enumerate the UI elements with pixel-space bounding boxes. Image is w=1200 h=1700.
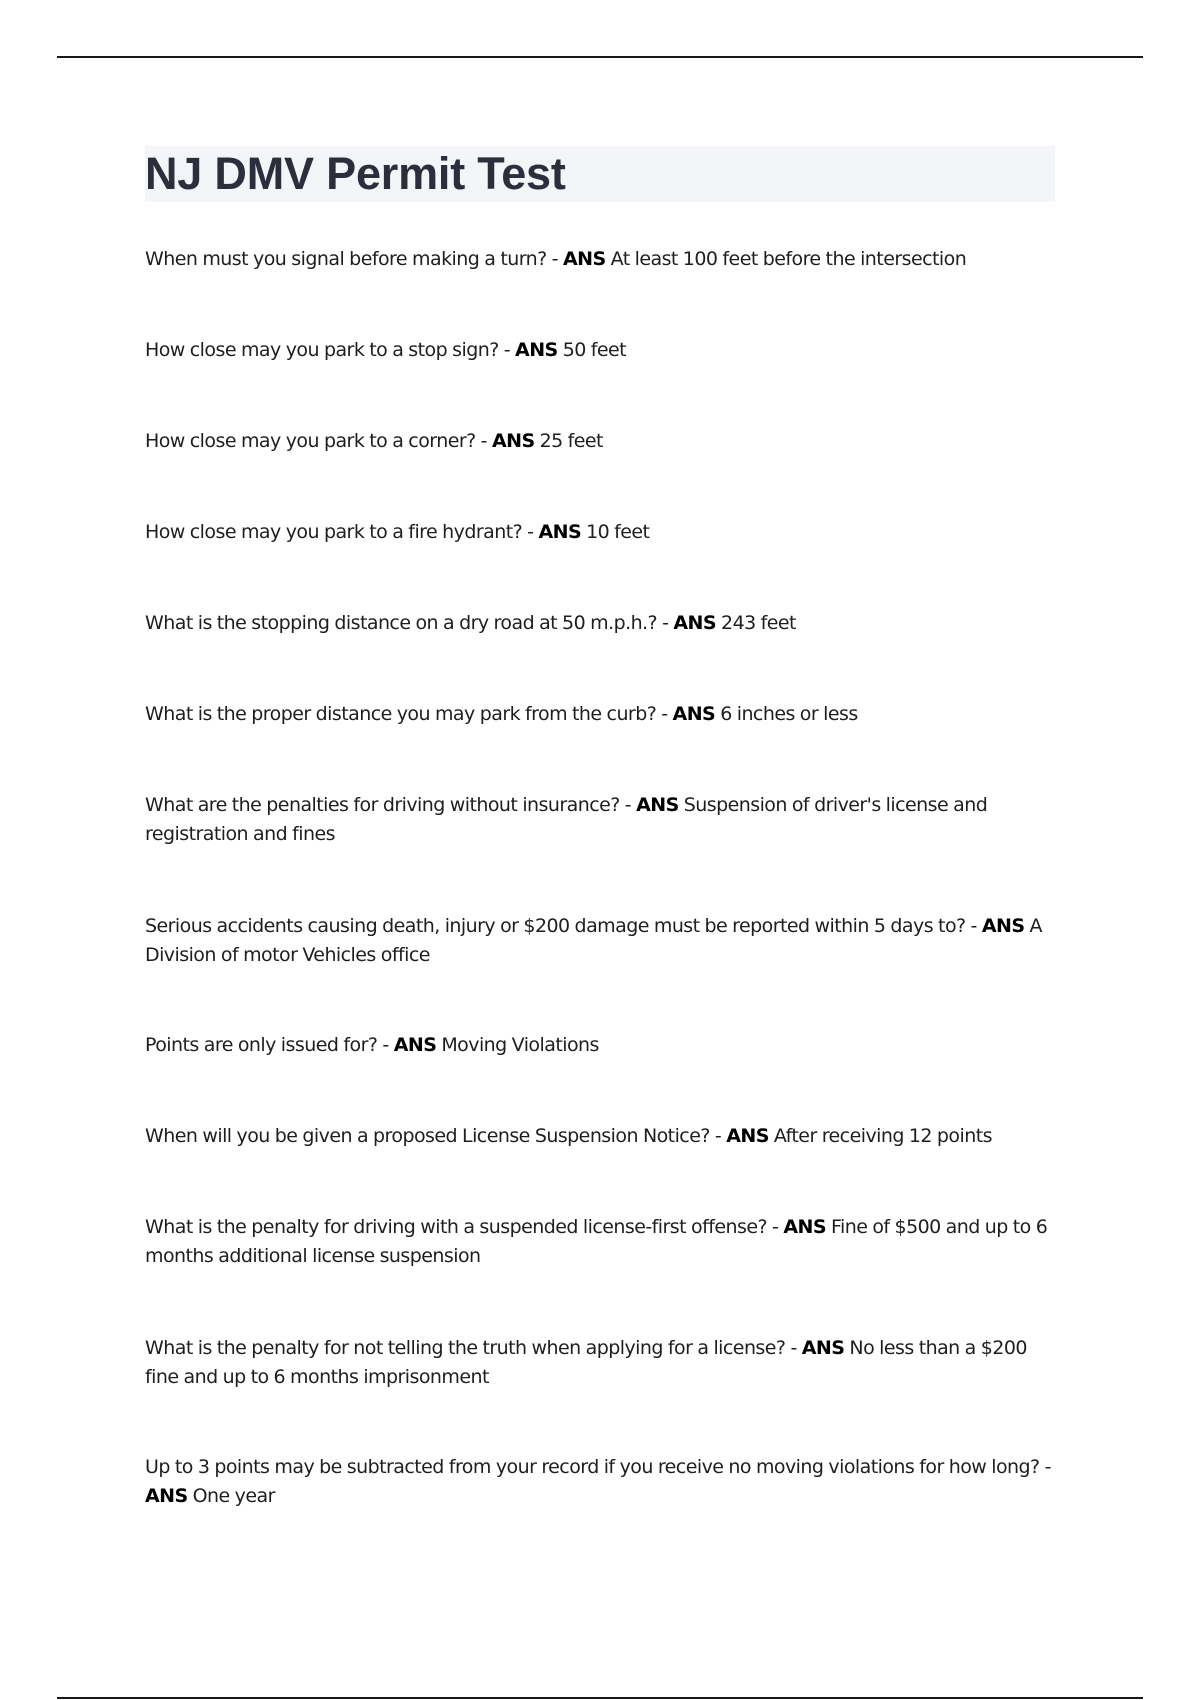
qa-item — [145, 1453, 1060, 1511]
qa-item — [145, 1122, 1060, 1151]
ans-label: ANS — [491, 430, 535, 452]
answer-text: Fine of $500 and up to 6 months additional license suspension — [145, 1216, 1048, 1267]
answer-text: 6 inches or less — [720, 703, 858, 725]
question-text: What is the proper distance you may park from the curb? — [145, 703, 657, 725]
qa-item — [145, 609, 1060, 638]
answer-text: At least 100 feet before the intersection — [610, 248, 967, 270]
bottom-rule — [57, 1697, 1143, 1699]
question-text: What is the penalty for not telling the truth when applying for a license? — [145, 1337, 786, 1359]
ans-label: ANS — [673, 612, 717, 634]
answer-text: 10 feet — [586, 521, 650, 543]
answer-text: 50 feet — [562, 339, 627, 361]
answer-text: A Division of motor Vehicles office — [145, 915, 1042, 966]
separator: - — [656, 703, 673, 725]
separator: - — [1039, 1456, 1051, 1478]
question-text: When must you signal before making a turn? — [145, 248, 547, 270]
separator: - — [522, 521, 539, 543]
separator: - — [965, 915, 982, 937]
ans-label: ANS — [393, 1034, 437, 1056]
answer-text: 25 feet — [539, 430, 603, 452]
separator: - — [546, 248, 563, 270]
qa-item — [145, 1334, 1060, 1392]
ans-label: ANS — [981, 915, 1025, 937]
answer-text: Suspension of driver's license and registration and fines — [145, 794, 988, 845]
answer-text: Moving Violations — [441, 1034, 599, 1056]
question-text: Points are only issued for? — [145, 1034, 378, 1056]
qa-item — [145, 791, 1060, 849]
ans-label: ANS — [636, 794, 679, 816]
question-text: How close may you park to a stop sign? — [145, 339, 499, 361]
ans-label: ANS — [538, 521, 582, 543]
top-rule — [57, 56, 1143, 58]
separator: - — [377, 1034, 394, 1056]
question-text: Serious accidents causing death, injury or $200 damage must be reported within 5 days to? — [145, 915, 966, 937]
separator: - — [619, 794, 637, 816]
qa-item — [145, 912, 1060, 970]
qa-item — [145, 518, 1060, 547]
answer-text: 243 feet — [721, 612, 796, 634]
ans-label: ANS — [783, 1216, 826, 1238]
separator: - — [657, 612, 674, 634]
qa-item — [145, 336, 1060, 365]
question-text: When will you be given a proposed License Suspension Notice? — [145, 1125, 710, 1147]
separator: - — [709, 1125, 727, 1147]
ans-label: ANS — [801, 1337, 845, 1359]
separator: - — [767, 1216, 784, 1238]
ans-label: ANS — [562, 248, 606, 270]
qa-item — [145, 700, 1060, 729]
qa-item — [145, 245, 1060, 274]
answer-text: One year — [192, 1485, 275, 1507]
separator: - — [498, 339, 516, 361]
answer-text: No less than a $200 fine and up to 6 months imprisonment — [145, 1337, 1027, 1388]
answer-text: After receiving 12 points — [773, 1125, 992, 1147]
question-text: How close may you park to a corner? — [145, 430, 476, 452]
ans-label: ANS — [145, 1485, 188, 1507]
separator: - — [475, 430, 492, 452]
question-text: What is the penalty for driving with a suspended license-first offense? — [145, 1216, 768, 1238]
qa-item — [145, 1031, 1060, 1060]
question-text: Up to 3 points may be subtracted from your record if you receive no moving violations for how long? — [145, 1456, 1040, 1478]
question-text: What is the stopping distance on a dry road at 50 m.p.h.? — [145, 612, 658, 634]
page-title: NJ DMV Permit Test — [145, 148, 566, 199]
ans-label: ANS — [515, 339, 558, 361]
question-text: What are the penalties for driving without insurance? — [145, 794, 620, 816]
question-text: How close may you park to a fire hydrant? — [145, 521, 523, 543]
qa-item — [145, 1213, 1060, 1271]
separator: - — [785, 1337, 802, 1359]
qa-item — [145, 427, 1060, 456]
ans-label: ANS — [726, 1125, 769, 1147]
ans-label: ANS — [672, 703, 716, 725]
